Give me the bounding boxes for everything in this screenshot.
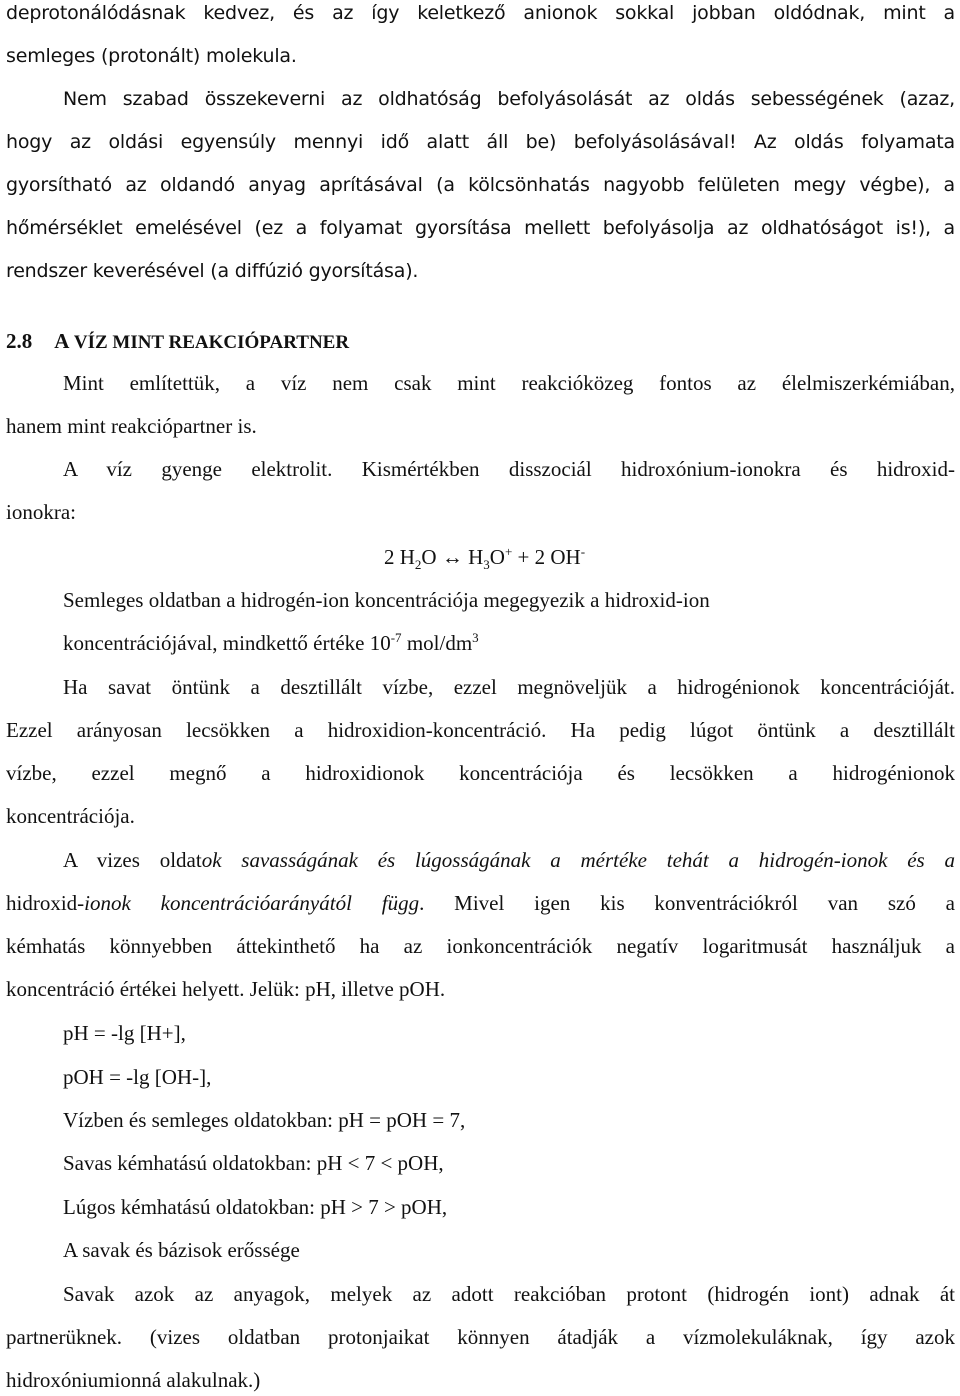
paragraph-line: [6, 890, 955, 916]
exponent: 3: [472, 630, 479, 645]
paragraph-line: Ha savat öntünk a desztillált vízbe, ezzel megnöveljük a hidrogénionok koncentrációját.: [63, 675, 955, 699]
section-title: VÍZ MINT REAKCIÓPARTNER: [73, 332, 350, 353]
paragraph-line: deprotonálódásnak kedvez, és az így keletkező anionok sokkal jobban oldódnak, mint a: [6, 2, 955, 24]
formula-line: Savas kémhatású oldatokban: pH < 7 < pOH,: [63, 1151, 444, 1175]
paragraph-line: vízbe, ezzel megnő a hidroxidionok koncentrációja és lecsökken a hidrogénionok: [6, 761, 955, 785]
eq-sup: -: [580, 544, 586, 559]
exponent: -7: [390, 630, 402, 645]
paragraph-line: Nem szabad összekeverni az oldhatóság befolyásolását az oldás sebességének (azaz,: [63, 88, 955, 110]
paragraph-line: Ezzel arányosan lecsökken a hidroxidion-koncentráció. Ha pedig lúgot öntünk a desztillált: [6, 718, 955, 742]
paragraph-line: partnerüknek. (vizes oldatban protonjaikat könnyen átadják a vízmolekuláknak, így azok: [6, 1325, 955, 1349]
paragraph-line: koncentráció értékei helyett. Jelük: pH, illetve pOH.: [6, 977, 446, 1001]
eq-sub: 3: [483, 557, 490, 573]
eq-sup: +: [504, 544, 513, 559]
eq-part: 2 H: [384, 545, 415, 569]
section-title-initial: A: [54, 329, 70, 353]
dissociation-equation: [384, 544, 586, 573]
eq-sub: 2: [414, 557, 422, 573]
paragraph-line: A víz gyenge elektrolit. Kismértékben disszociál hidroxónium-ionokra és hidroxid-: [63, 457, 955, 481]
section-number: 2.8: [6, 329, 33, 353]
paragraph-line: semleges (protonált) molekula.: [6, 45, 297, 67]
paragraph-line: Semleges oldatban a hidrogén-ion koncentrációja megegyezik a hidroxid-ion: [63, 588, 710, 612]
italic-run: ok savasságának és lúgosságának a mértéke tehát a hidrogén-ionok és a: [201, 848, 955, 872]
eq-part: O: [421, 545, 437, 569]
paragraph-line: ionokra:: [6, 500, 76, 524]
eq-part: + 2 OH: [517, 545, 581, 569]
text-run: mol/dm: [401, 631, 473, 655]
formula-line: pOH = -lg [OH-],: [63, 1065, 212, 1089]
paragraph-line: hanem mint reakciópartner is.: [6, 414, 257, 438]
paragraph-line: gyorsítható az oldandó anyag aprításával (a kölcsönhatás nagyobb felületen megy végbe), a: [6, 174, 955, 196]
text-run: . Mivel igen kis konventrációkról van szó a: [419, 891, 955, 915]
eq-part: H: [468, 545, 484, 569]
text-run: koncentrációjával, mindkettő értéke 10: [63, 631, 391, 655]
equilibrium-arrow: ↔: [441, 545, 463, 569]
text-run: hidroxid-: [6, 891, 85, 915]
paragraph-line: hőmérséklet emelésével (ez a folyamat gyorsítása mellett befolyásolja az oldhatóságot is!), a: [6, 217, 955, 239]
subheading: A savak és bázisok erőssége: [63, 1238, 300, 1262]
formula-line: Lúgos kémhatású oldatokban: pH > 7 > pOH,: [63, 1195, 448, 1219]
eq-part: O: [489, 545, 505, 569]
paragraph-line: [63, 630, 479, 656]
paragraph-line: koncentrációja.: [6, 804, 135, 828]
paragraph-line: hidroxóniumionná alakulnak.): [6, 1368, 261, 1392]
paragraph-line: [63, 847, 955, 873]
paragraph-line: Mint említettük, a víz nem csak mint reakcióközeg fontos az élelmiszerkémiában,: [63, 371, 955, 395]
formula-line: Vízben és semleges oldatokban: pH = pOH = 7,: [63, 1108, 466, 1132]
paragraph-line: hogy az oldási egyensúly mennyi idő alatt áll be) befolyásolásával! Az oldás folyamata: [6, 131, 955, 153]
paragraph-line: Savak azok az anyagok, melyek az adott reakcióban protont (hidrogén iont) adnak át: [63, 1282, 955, 1306]
section-heading: [6, 328, 349, 356]
paragraph-line: rendszer keverésével (a diffúzió gyorsítása).: [6, 260, 419, 282]
paragraph-line: kémhatás könnyebben áttekinthető ha az ionkoncentrációk negatív logaritmusát használjuk a: [6, 934, 955, 958]
italic-run: ionok koncentrációarányától függ: [84, 891, 420, 915]
text-run: A vizes oldat: [63, 848, 202, 872]
formula-line: pH = -lg [H+],: [63, 1021, 186, 1045]
